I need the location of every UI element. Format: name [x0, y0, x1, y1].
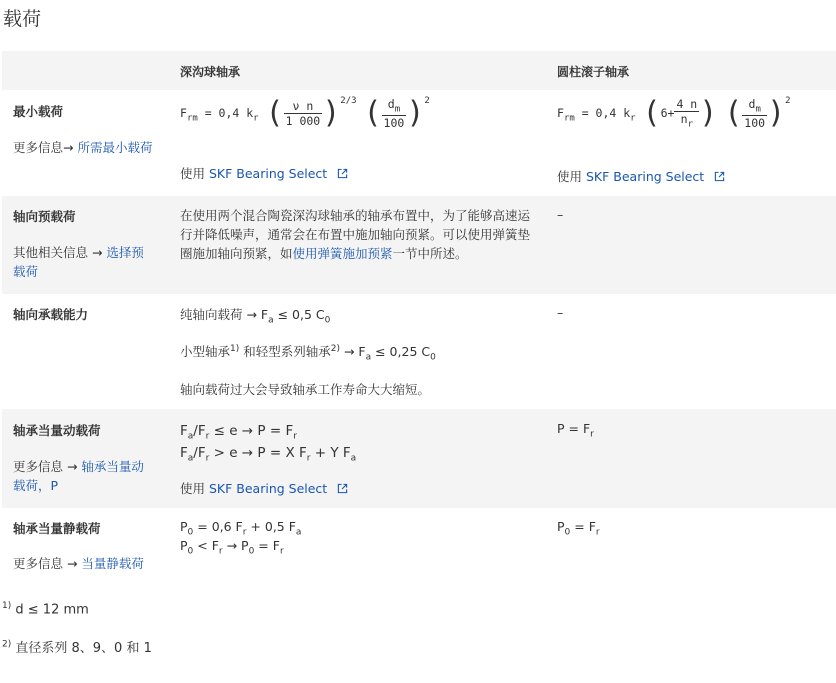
axial-line-3: 轴向载荷过大会导致轴承工作寿命大大缩短。 — [180, 382, 431, 397]
preload-roller-value: – — [557, 207, 564, 222]
external-link-icon[interactable] — [337, 483, 348, 494]
column-header-deep-groove: 深沟球轴承 — [180, 65, 241, 79]
row-label: 轴向预载荷 — [13, 209, 76, 224]
dynamic-roller-value: $P = F_r$ — [557, 421, 594, 440]
more-info: 更多信息 → 当量静载荷 — [13, 556, 144, 571]
page-title: 载荷 — [3, 8, 42, 30]
skf-bearing-select-link[interactable]: SKF Bearing Select — [208, 481, 328, 496]
spring-preload-link[interactable]: 使用弹簧施加预紧 — [292, 246, 393, 261]
min-load-link[interactable]: 所需最小载荷 — [77, 140, 153, 155]
column-header-cylindrical: 圆柱滚子轴承 — [557, 65, 630, 79]
dynamic-formula-1: $F_a/F_r \le e \to P = F_r$ — [180, 423, 297, 442]
row-label: 轴承当量静载荷 — [13, 521, 101, 536]
row-label: 轴承当量动载荷 — [13, 423, 101, 438]
static-formula-1: $P_0 = 0,6$ $F_r + 0,5$ $F_a$ — [180, 519, 302, 538]
static-load-link[interactable]: 当量静载荷 — [81, 556, 144, 571]
select-preload-link[interactable]: 选择预载荷 — [13, 245, 144, 279]
axial-line-2: 小型轴承$^{1)}$ 和轻型系列轴承$^{2)} \to F_a \le 0,25$ $C_0$ — [180, 343, 436, 363]
footnote-2: $^{2)}$ 直径系列 8、9、0 和 1 — [2, 639, 152, 656]
dynamic-formula-2: $F_a/F_r > e \to P = X$ $F_r + Y$ $F_a$ — [180, 445, 357, 464]
table-row-dynamic-load — [2, 409, 836, 508]
table-row-axial-capacity — [2, 294, 836, 409]
external-link-icon[interactable] — [714, 171, 725, 182]
min-load-formula-ball: $F_{rm} = 0,4$ $k_r$ ( $\frac{\text{ν n}}{1 000}$ )$^{2/3}$ ( $\frac{d_m}{100}$ )$^2$ — [180, 95, 430, 131]
table-row-min-load — [2, 90, 836, 196]
more-info: 更多信息→ 所需最小载荷 — [13, 140, 153, 155]
table-row-static-load — [2, 508, 836, 592]
preload-description: 在使用两个混合陶瓷深沟球轴承的轴承布置中，为了能够高速运行并降低噪声，通常会在布置中施加轴向预紧。可以使用弹簧垫圈施加轴向预紧，如使用弹簧施加预紧一节中所述。 — [180, 208, 531, 261]
bearing-select-roller: 使用 SKF Bearing Select — [557, 167, 725, 185]
more-info: 其他相关信息 → 选择预载荷 — [13, 245, 144, 279]
static-roller-value: $P_0 = F_r$ — [557, 519, 600, 538]
footnote-1: $^{1)}$ d ≤ 12 mm — [2, 601, 89, 618]
more-info: 更多信息 → 轴承当量动载荷，P — [13, 459, 144, 493]
dynamic-load-link[interactable]: 轴承当量动载荷，P — [13, 459, 144, 493]
bearing-select-dynamic: 使用 SKF Bearing Select — [180, 479, 348, 497]
axial-line-1: 纯轴向载荷 → $F_a \le 0,5$ $C_0$ — [180, 307, 331, 326]
table-header — [2, 51, 836, 90]
external-link-icon[interactable] — [337, 168, 348, 179]
static-formula-2: $P_0 < F_r \to P_0 = F_r$ — [180, 538, 284, 557]
table-row-axial-preload — [2, 196, 836, 294]
skf-bearing-select-link[interactable]: SKF Bearing Select — [208, 166, 328, 181]
row-label: 轴向承载能力 — [13, 307, 89, 322]
row-label: 最小载荷 — [13, 104, 64, 119]
skf-bearing-select-link[interactable]: SKF Bearing Select — [585, 169, 705, 184]
min-load-formula-roller: $F_{rm} = 0,4$ $k_r$ (6+ $\frac{4 n}{n_r}$ ) ( $\frac{d_m}{100}$ )$^2$ — [557, 95, 791, 131]
bearing-select-ball: 使用 SKF Bearing Select — [180, 164, 348, 182]
axial-roller-value: – — [557, 305, 564, 320]
